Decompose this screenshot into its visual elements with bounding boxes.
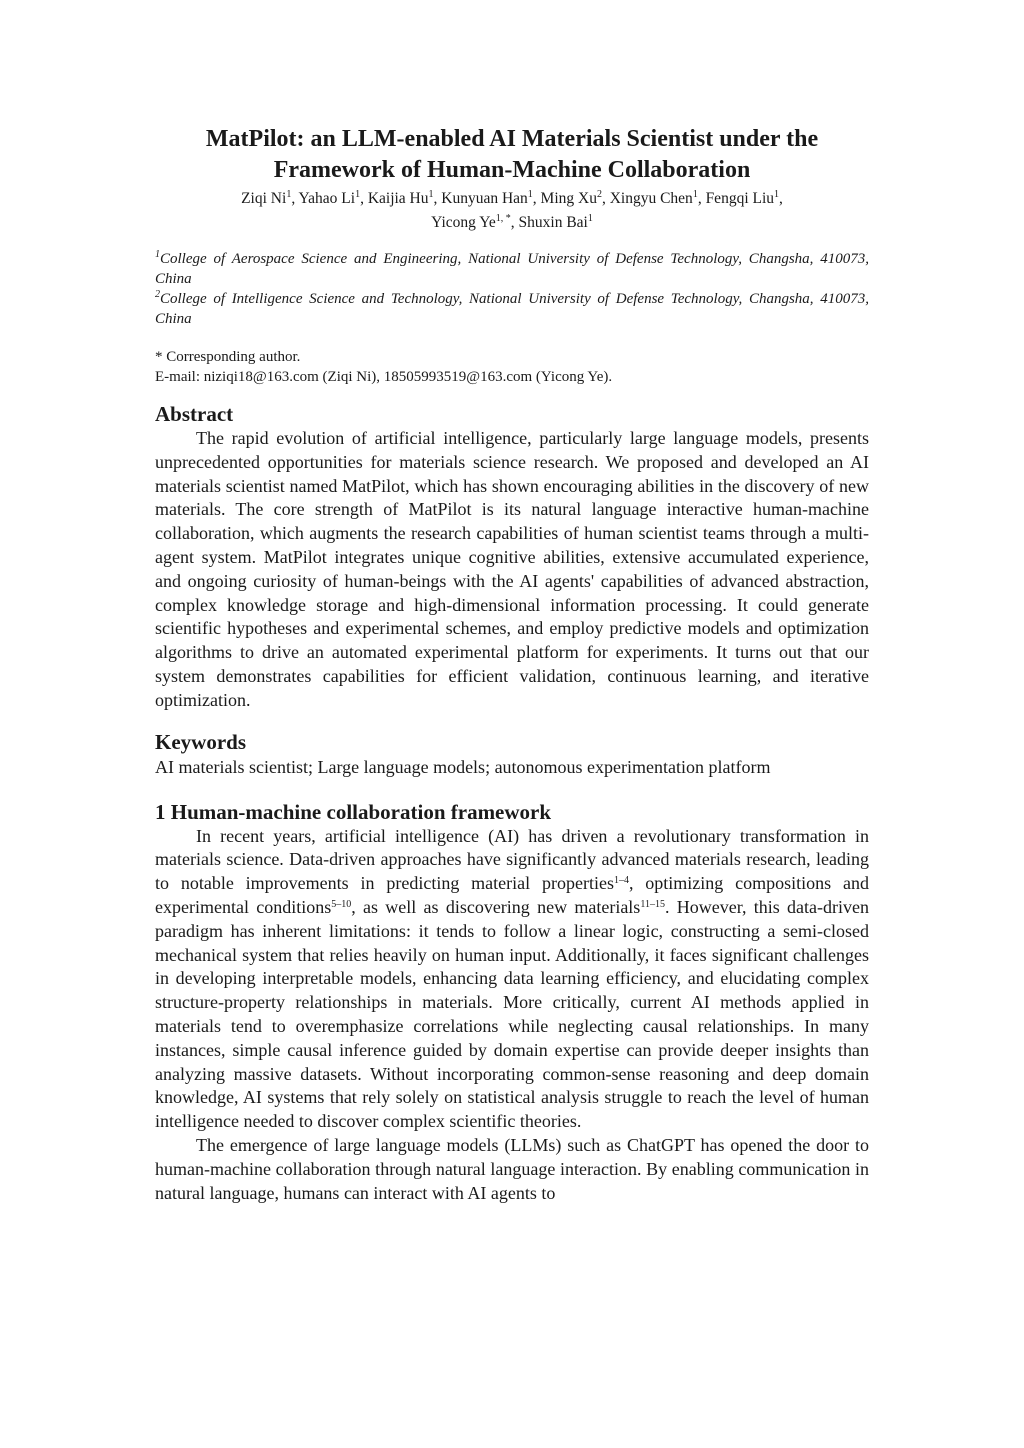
corresponding-info xyxy=(155,347,869,387)
author: Ming Xu$^2$, xyxy=(540,189,610,207)
author: Kunyuan Han$^1$, xyxy=(441,189,541,207)
corresponding-author-note: * Corresponding author. xyxy=(155,349,301,365)
keywords-heading: Keywords xyxy=(155,729,246,754)
title-line-2: Framework of Human-Machine Collaboration xyxy=(273,157,751,183)
author: Ziqi Ni$^1$, xyxy=(241,189,299,207)
author: Fengqi Liu$^1$, xyxy=(705,189,783,207)
author: Yahao Li$^1$, xyxy=(298,189,368,207)
affiliation-2: $^2$College of Intelligence Science and Technology, National University of Defense Technology, Changsha, 410073, China xyxy=(155,289,869,327)
affiliations xyxy=(155,249,869,329)
title-line-1: MatPilot: an LLM-enabled AI Materials Scientist under the xyxy=(205,126,819,152)
section-1-heading: 1 Human-machine collaboration framework xyxy=(155,799,552,824)
email-line: E-mail: niziqi18@163.com (Ziqi Ni), 18505993519@163.com (Yicong Ye). xyxy=(155,369,613,385)
section-1-paragraph-1: In recent years, artificial intelligence (AI) has driven a revolutionary transformation in materials science. Data-driven approaches have significantly advanced materials research, leading to notable improvements in predicting material properties$^{1-4}$, optimizing compositions and experimental conditions$^{5-10}$, as well as discovering new materials$^{11-15}$. However, this data-driven paradigm has inherent limitations: it tends to follow a linear logic, constructing a semi-closed mechanical system that relies heavily on human input. Additionally, it faces significant challenges in developing interpretable models, enhancing data learning efficiency, and elucidating complex structure-property relationships in materials. More critically, current AI methods applied in materials tend to overemphasize correlations while neglecting causal relationships. In many instances, simple causal inference guided by domain expertise can provide deeper insights than analyzing massive datasets. Without incorporating common-sense reasoning and deep domain knowledge, AI systems that rely solely on statistical analysis struggle to reach the level of human intelligence needed to discover complex scientific theories. xyxy=(155,825,869,1132)
section-1-paragraph-2: The emergence of large language models (LLMs) such as ChatGPT has opened the door to human-machine collaboration through natural language interaction. By enabling communication in natural language, humans can interact with AI agents to xyxy=(155,1134,869,1203)
author: Yicong $Ye^{1, *}$, xyxy=(431,213,519,231)
author: Kaijia Hu$^1$, xyxy=(367,189,442,207)
citation: 1–4 xyxy=(613,875,629,887)
author-list xyxy=(155,187,869,235)
author: Xingyu Chen$^1$, xyxy=(609,189,706,207)
author: Shuxin Bai$^1$ xyxy=(518,213,593,231)
citation: 5–10 xyxy=(331,898,352,910)
abstract-heading: Abstract xyxy=(155,402,234,426)
affiliation-1: $^1$College of Aerospace Science and Engineering, National University of Defense Technology, Changsha, 410073, China xyxy=(155,249,869,287)
page-content xyxy=(155,124,869,1205)
citation: 11–15 xyxy=(640,898,665,910)
paper-title xyxy=(155,124,869,186)
keywords-text: AI materials scientist; Large language models; autonomous experimentation platform xyxy=(155,756,771,777)
abstract-text: The rapid evolution of artificial intelligence, particularly large language models, presents unprecedented opportunities for materials science research. We proposed and developed an AI materials scientist named MatPilot, which has shown encouraging abilities in the discovery of new materials. The core strength of MatPilot is its natural language interactive human-machine collaboration, which augments the research capabilities of human scientist teams through a multi-agent system. MatPilot integrates unique cognitive abilities, extensive accumulated experience, and ongoing curiosity of human-beings with the AI agents' capabilities of advanced abstraction, complex knowledge storage and high-dimensional information processing. It could generate scientific hypotheses and experimental schemes, and employ predictive models and optimization algorithms to drive an automated experimental platform for experiments. It turns out that our system demonstrates capabilities for efficient validation, continuous learning, and iterative optimization. xyxy=(155,428,869,710)
